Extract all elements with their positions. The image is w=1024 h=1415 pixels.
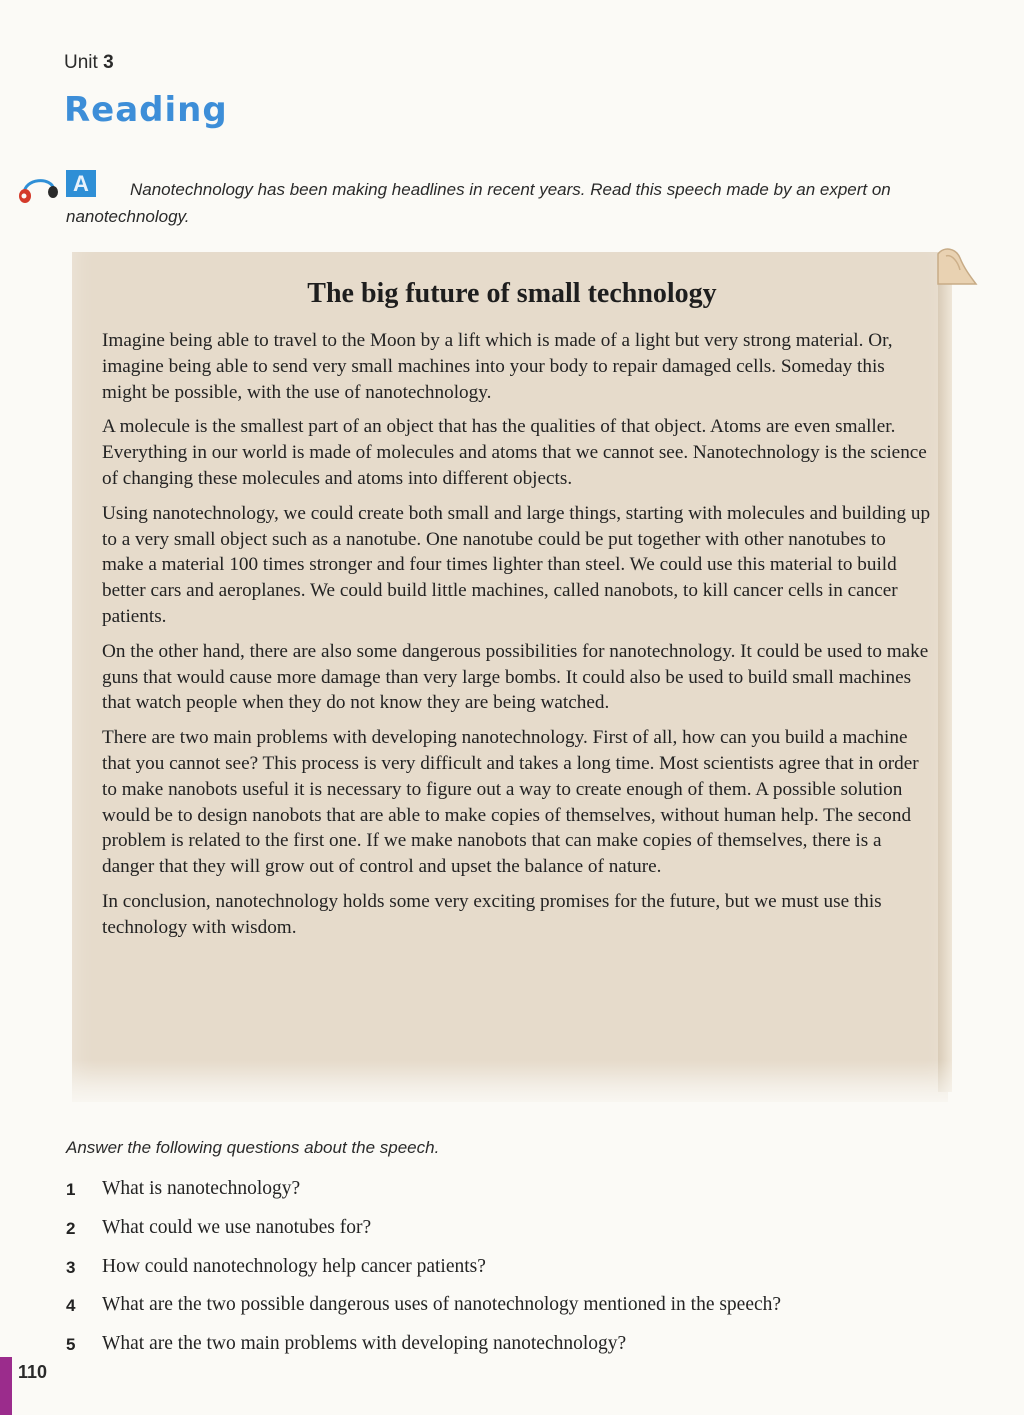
questions-list	[66, 1176, 986, 1370]
speech-title: The big future of small technology	[307, 278, 717, 309]
questions-intro: Answer the following questions about the speech.	[66, 1138, 440, 1157]
question-item	[66, 1292, 986, 1331]
unit-number: 3	[103, 52, 114, 73]
question-number: 2	[66, 1218, 76, 1238]
speech-paragraph: On the other hand, there are also some dangerous possibilities for nanotechnology. It could be used to make guns that would cause more damage than very large bombs. It could also be used to build small machines that watch people when they do not know they are being watched.	[102, 640, 929, 714]
question-item	[66, 1254, 986, 1293]
activity-letter-badge: A	[66, 170, 96, 197]
page-color-bar	[0, 1357, 12, 1415]
question-text: What could we use nanotubes for?	[102, 1216, 372, 1238]
question-text: What are the two possible dangerous uses of nanotechnology mentioned in the speech?	[102, 1294, 782, 1316]
question-text: What are the two main problems with developing nanotechnology?	[102, 1333, 627, 1355]
section-title: Reading	[64, 90, 228, 130]
question-text: How could nanotechnology help cancer patients?	[102, 1255, 486, 1277]
activity-instruction: Nanotechnology has been making headlines in recent years. Read this speech made by an expert on nanotechnology.	[66, 180, 891, 226]
speech-paragraph: Using nanotechnology, we could create both small and large things, starting with molecules and building up to a very small object such as a nanotube. One nanotube could be put together with other nanotubes to make a material 100 times stronger and four times lighter than steel. We could use this material to build better cars and aeroplanes. We could build little machines, called nanobots, to kill cancer cells in cancer patients.	[102, 502, 931, 627]
question-number: 5	[66, 1335, 76, 1355]
scroll-fade	[72, 1060, 952, 1110]
question-text: What is nanotechnology?	[102, 1178, 301, 1199]
speech-paragraph: There are two main problems with developing nanotechnology. First of all, how can you build a machine that you cannot see? This process is very difficult and takes a long time. Most scientists agree that in order to make nanobots useful it is necessary to figure out a way to create enough of them. A possible solution would be to design nanobots that are able to make copies of themselves, without human help. The second problem is related to the first one. If we make nanobots that can make copies of themselves, there is a danger that they will grow out of control and upset the balance of nature.	[102, 727, 919, 878]
speech-body	[102, 328, 932, 950]
question-number: 1	[66, 1180, 76, 1199]
question-item	[66, 1331, 986, 1370]
scroll-edge	[938, 262, 952, 1092]
page-number: 110	[18, 1362, 48, 1382]
speech-paragraph: Imagine being able to travel to the Moon by a lift which is made of a light but very strong material. Or, imagine being able to send very small machines into your body to repair damaged cells. Someday this might be possible, with the use of nanotechnology.	[102, 330, 893, 403]
question-number: 3	[66, 1257, 76, 1277]
unit-label-text: Unit	[64, 52, 98, 73]
unit-label	[64, 52, 114, 74]
headphones-icon	[14, 168, 62, 208]
question-item	[66, 1176, 986, 1215]
speech-paragraph: A molecule is the smallest part of an object that has the qualities of that object. Atoms are even smaller. Everything in our world is made of molecules and atoms that we cannot see. Nanotechnology is the science of changing these molecules and atoms into different objects.	[102, 416, 927, 489]
speech-paragraph: In conclusion, nanotechnology holds some very exciting promises for the future, but we must use this technology with wisdom.	[102, 890, 882, 938]
question-item	[66, 1215, 986, 1254]
question-number: 4	[66, 1296, 76, 1316]
